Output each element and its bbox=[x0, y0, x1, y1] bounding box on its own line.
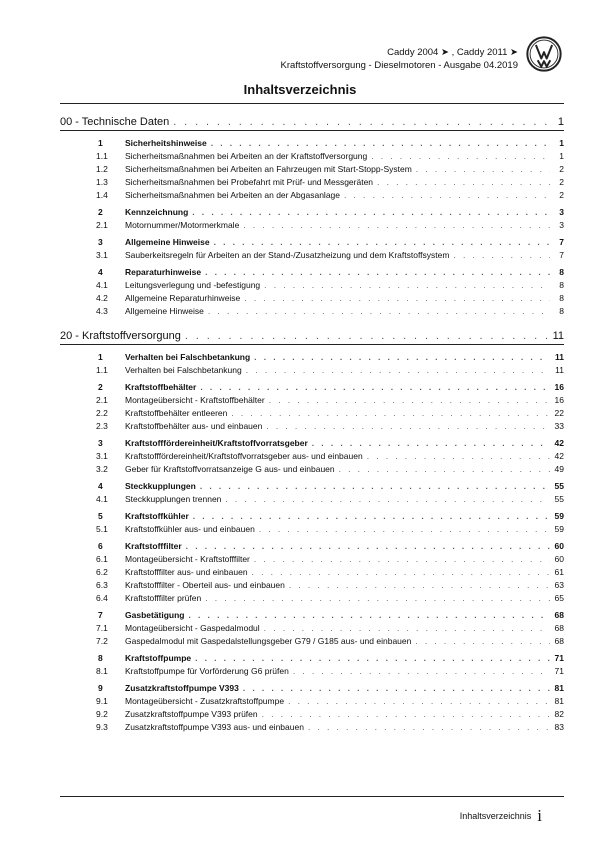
entry-page-number: 2 bbox=[559, 190, 564, 200]
entry-page-number: 33 bbox=[554, 421, 564, 431]
toc-subsection-entry[interactable] bbox=[60, 663, 564, 676]
dot-leader bbox=[260, 280, 550, 290]
toc-section-entry[interactable] bbox=[60, 204, 564, 217]
toc-subsection-entry[interactable] bbox=[60, 564, 564, 577]
entry-number: 3 bbox=[98, 438, 103, 448]
entry-page-number: 7 bbox=[559, 237, 564, 247]
entry-title: Montageübersicht - Gaspedalmodul bbox=[125, 623, 260, 633]
toc-subsection-entry[interactable] bbox=[60, 161, 564, 174]
entry-number: 3.1 bbox=[96, 451, 108, 461]
dot-leader bbox=[367, 151, 550, 161]
toc-subsection-entry[interactable] bbox=[60, 448, 564, 461]
header-manual-line: Kraftstoffversorgung - Dieselmotoren - Ausgabe 04.2019 bbox=[280, 60, 518, 71]
toc-chapter-heading[interactable] bbox=[60, 326, 564, 345]
entry-page-number: 83 bbox=[554, 722, 564, 732]
dot-leader bbox=[285, 580, 550, 590]
toc-section-entry[interactable] bbox=[60, 264, 564, 277]
entry-title: Kraftstofffördereinheit/Kraftstoffvorratsgeber bbox=[125, 438, 308, 448]
entry-title: Gasbetätigung bbox=[125, 610, 185, 620]
toc-section-entry[interactable] bbox=[60, 538, 564, 551]
entry-title: Steckkupplungen trennen bbox=[125, 494, 222, 504]
toc-subsection-entry[interactable] bbox=[60, 187, 564, 200]
entry-title: Verhalten bei Falschbetankung bbox=[125, 352, 251, 362]
toc-section-entry[interactable] bbox=[60, 607, 564, 620]
entry-title: Kraftstoffkühler aus- und einbauen bbox=[125, 524, 255, 534]
entry-number: 7.2 bbox=[96, 636, 108, 646]
entry-title: Montageübersicht - Kraftstoffbehälter bbox=[125, 395, 265, 405]
entry-number: 1.2 bbox=[96, 164, 108, 174]
entry-page-number: 81 bbox=[554, 683, 564, 693]
entry-page-number: 3 bbox=[559, 220, 564, 230]
toc-subsection-entry[interactable] bbox=[60, 362, 564, 375]
entry-number: 1.4 bbox=[96, 190, 108, 200]
entry-title: Geber für Kraftstoffvorratsanzeige G aus- und einbauen bbox=[125, 464, 335, 474]
entry-number: 4 bbox=[98, 481, 103, 491]
entry-page-number: 68 bbox=[554, 610, 564, 620]
dot-leader bbox=[239, 683, 550, 693]
toc-section-entry[interactable] bbox=[60, 379, 564, 392]
entry-title: Zusatzkraftstoffpumpe V393 aus- und einbauen bbox=[125, 722, 304, 732]
dot-leader bbox=[284, 696, 550, 706]
dot-leader bbox=[258, 709, 550, 719]
entry-title: Allgemeine Hinweise bbox=[125, 306, 204, 316]
entry-number: 6.3 bbox=[96, 580, 108, 590]
toc-section-entry[interactable] bbox=[60, 680, 564, 693]
toc-subsection-entry[interactable] bbox=[60, 491, 564, 504]
dot-leader bbox=[207, 138, 550, 148]
dot-leader bbox=[169, 116, 550, 128]
toc-subsection-entry[interactable] bbox=[60, 303, 564, 316]
entry-number: 4.1 bbox=[96, 280, 108, 290]
dot-leader bbox=[191, 653, 550, 663]
entry-title: Kraftstoffpumpe für Vorförderung G6 prüfen bbox=[125, 666, 289, 676]
entry-number: 1 bbox=[98, 352, 103, 362]
entry-title: Kraftstoffbehälter entleeren bbox=[125, 408, 228, 418]
toc-subsection-entry[interactable] bbox=[60, 577, 564, 590]
entry-page-number: 11 bbox=[555, 352, 564, 362]
entry-title: Kraftstofffilter aus- und einbauen bbox=[125, 567, 248, 577]
chapter-page-number: 1 bbox=[557, 116, 564, 128]
dot-leader bbox=[250, 352, 550, 362]
entry-number: 3.1 bbox=[96, 250, 108, 260]
entry-page-number: 49 bbox=[554, 464, 564, 474]
entry-page-number: 59 bbox=[554, 511, 564, 521]
toc-section-entry[interactable] bbox=[60, 650, 564, 663]
footer-page-number: i bbox=[537, 806, 542, 825]
toc-subsection-entry[interactable] bbox=[60, 418, 564, 431]
entry-title: Allgemeine Reparaturhinweise bbox=[125, 293, 241, 303]
entry-title: Sauberkeitsregeln für Arbeiten an der Stand-/Zusatzheizung und dem Kraftstoffsystem bbox=[125, 250, 450, 260]
toc-subsection-entry[interactable] bbox=[60, 461, 564, 474]
entry-page-number: 2 bbox=[559, 177, 564, 187]
dot-leader bbox=[411, 636, 550, 646]
entry-page-number: 71 bbox=[554, 666, 564, 676]
dot-leader bbox=[242, 365, 550, 375]
entry-page-number: 82 bbox=[554, 709, 564, 719]
dot-leader bbox=[227, 408, 550, 418]
entry-page-number: 71 bbox=[554, 653, 564, 663]
toc-subsection-entry[interactable] bbox=[60, 405, 564, 418]
dot-leader bbox=[304, 722, 550, 732]
entry-page-number: 7 bbox=[559, 250, 564, 260]
entry-number: 1 bbox=[98, 138, 103, 148]
entry-number: 9 bbox=[98, 683, 103, 693]
toc-subsection-entry[interactable] bbox=[60, 247, 564, 260]
entry-number: 2.2 bbox=[96, 408, 108, 418]
entry-title: Kraftstoffbehälter aus- und einbauen bbox=[125, 421, 263, 431]
entry-title: Kraftstofffilter bbox=[125, 541, 182, 551]
entry-number: 6.2 bbox=[96, 567, 108, 577]
dot-leader bbox=[412, 164, 550, 174]
entry-page-number: 1 bbox=[559, 138, 564, 148]
entry-number: 5 bbox=[98, 511, 103, 521]
dot-leader bbox=[265, 395, 550, 405]
entry-page-number: 68 bbox=[554, 636, 564, 646]
dot-leader bbox=[196, 382, 550, 392]
entry-title: Kraftstofffilter - Oberteil aus- und einbauen bbox=[125, 580, 285, 590]
dot-leader bbox=[260, 623, 550, 633]
footer-divider bbox=[60, 796, 564, 797]
toc-section-entry[interactable] bbox=[60, 349, 564, 362]
dot-leader bbox=[182, 541, 550, 551]
entry-title: Sicherheitsmaßnahmen bei Arbeiten an der Abgasanlage bbox=[125, 190, 341, 200]
toc-subsection-entry[interactable] bbox=[60, 633, 564, 646]
entry-title: Montageübersicht - Zusatzkraftstoffpumpe bbox=[125, 696, 285, 706]
header-model-line: Caddy 2004 ➤ , Caddy 2011 ➤ bbox=[387, 47, 518, 58]
title-divider bbox=[60, 103, 564, 104]
entry-page-number: 11 bbox=[555, 365, 564, 375]
entry-title: Reparaturhinweise bbox=[125, 267, 202, 277]
chapter-page-number: 11 bbox=[552, 330, 564, 342]
toc-subsection-entry[interactable] bbox=[60, 719, 564, 732]
table-of-contents bbox=[60, 112, 564, 732]
dot-leader bbox=[255, 524, 550, 534]
entry-number: 6 bbox=[98, 541, 103, 551]
entry-title: Sicherheitshinweise bbox=[125, 138, 207, 148]
entry-number: 1.1 bbox=[96, 151, 108, 161]
toc-subsection-entry[interactable] bbox=[60, 290, 564, 303]
entry-title: Verhalten bei Falschbetankung bbox=[125, 365, 242, 375]
entry-title: Kraftstofffördereinheit/Kraftstoffvorratsgeber aus- und einbauen bbox=[125, 451, 363, 461]
entry-title: Zusatzkraftstoffpumpe V393 prüfen bbox=[125, 709, 258, 719]
entry-title: Steckkupplungen bbox=[125, 481, 196, 491]
toc-section-entry[interactable] bbox=[60, 135, 564, 148]
dot-leader bbox=[248, 567, 550, 577]
entry-number: 4.1 bbox=[96, 494, 108, 504]
dot-leader bbox=[239, 220, 550, 230]
entry-number: 3.2 bbox=[96, 464, 108, 474]
dot-leader bbox=[210, 237, 550, 247]
toc-subsection-entry[interactable] bbox=[60, 706, 564, 719]
dot-leader bbox=[201, 267, 550, 277]
chapter-title: 00 - Technische Daten bbox=[60, 116, 170, 128]
toc-section-entry[interactable] bbox=[60, 234, 564, 247]
entry-title: Allgemeine Hinweise bbox=[125, 237, 210, 247]
entry-page-number: 65 bbox=[554, 593, 564, 603]
vw-logo-icon bbox=[526, 36, 562, 72]
entry-page-number: 8 bbox=[559, 306, 564, 316]
entry-number: 4.2 bbox=[96, 293, 108, 303]
entry-number: 8.1 bbox=[96, 666, 108, 676]
entry-page-number: 8 bbox=[559, 293, 564, 303]
entry-page-number: 8 bbox=[559, 280, 564, 290]
entry-page-number: 16 bbox=[554, 382, 564, 392]
toc-subsection-entry[interactable] bbox=[60, 148, 564, 161]
entry-title: Gaspedalmodul mit Gaspedalstellungsgeber G79 / G185 aus- und einbauen bbox=[125, 636, 412, 646]
toc-subsection-entry[interactable] bbox=[60, 590, 564, 603]
toc-subsection-entry[interactable] bbox=[60, 174, 564, 187]
entry-page-number: 55 bbox=[554, 481, 564, 491]
dot-leader bbox=[189, 511, 550, 521]
entry-page-number: 60 bbox=[554, 554, 564, 564]
entry-title: Kraftstoffpumpe bbox=[125, 653, 192, 663]
page-header bbox=[0, 0, 600, 90]
dot-leader bbox=[204, 306, 550, 316]
entry-page-number: 55 bbox=[554, 494, 564, 504]
entry-page-number: 68 bbox=[554, 623, 564, 633]
entry-page-number: 81 bbox=[554, 696, 564, 706]
entry-number: 4.3 bbox=[96, 306, 108, 316]
entry-number: 1.1 bbox=[96, 365, 108, 375]
toc-section-entry[interactable] bbox=[60, 508, 564, 521]
entry-number: 7 bbox=[98, 610, 103, 620]
dot-leader bbox=[181, 330, 549, 342]
toc-subsection-entry[interactable] bbox=[60, 551, 564, 564]
toc-subsection-entry[interactable] bbox=[60, 521, 564, 534]
dot-leader bbox=[449, 250, 550, 260]
toc-subsection-entry[interactable] bbox=[60, 392, 564, 405]
dot-leader bbox=[289, 666, 550, 676]
entry-title: Montageübersicht - Kraftstofffilter bbox=[125, 554, 250, 564]
entry-number: 6.1 bbox=[96, 554, 108, 564]
dot-leader bbox=[335, 464, 550, 474]
toc-chapter-heading[interactable] bbox=[60, 112, 564, 131]
entry-title: Kennzeichnung bbox=[125, 207, 189, 217]
entry-title: Motornummer/Motormerkmale bbox=[125, 220, 240, 230]
page-footer bbox=[460, 806, 542, 826]
dot-leader bbox=[250, 554, 550, 564]
entry-page-number: 63 bbox=[554, 580, 564, 590]
entry-page-number: 22 bbox=[554, 408, 564, 418]
entry-title: Zusatzkraftstoffpumpe V393 bbox=[125, 683, 239, 693]
toc-subsection-entry[interactable] bbox=[60, 277, 564, 290]
footer-label: Inhaltsverzeichnis bbox=[459, 811, 532, 821]
dot-leader bbox=[221, 494, 550, 504]
entry-page-number: 16 bbox=[554, 395, 564, 405]
dot-leader bbox=[363, 451, 550, 461]
dot-leader bbox=[196, 481, 550, 491]
entry-number: 5.1 bbox=[96, 524, 108, 534]
toc-subsection-entry[interactable] bbox=[60, 217, 564, 230]
dot-leader bbox=[240, 293, 550, 303]
entry-title: Sicherheitsmaßnahmen bei Arbeiten an Fahrzeugen mit Start-Stopp-System bbox=[125, 164, 412, 174]
dot-leader bbox=[308, 438, 550, 448]
entry-number: 2 bbox=[98, 207, 103, 217]
entry-number: 1.3 bbox=[96, 177, 108, 187]
entry-number: 8 bbox=[98, 653, 103, 663]
entry-title: Sicherheitsmaßnahmen bei Arbeiten an der Kraftstoffversorgung bbox=[125, 151, 368, 161]
entry-number: 4 bbox=[98, 267, 103, 277]
dot-leader bbox=[185, 610, 550, 620]
entry-page-number: 59 bbox=[554, 524, 564, 534]
toc-section-entry[interactable] bbox=[60, 435, 564, 448]
entry-number: 9.2 bbox=[96, 709, 108, 719]
entry-title: Sicherheitsmaßnahmen bei Probefahrt mit Prüf- und Messgeräten bbox=[125, 177, 374, 187]
toc-section-entry[interactable] bbox=[60, 478, 564, 491]
entry-page-number: 1 bbox=[559, 151, 564, 161]
dot-leader bbox=[201, 593, 550, 603]
entry-number: 2.1 bbox=[96, 395, 108, 405]
chapter-title: 20 - Kraftstoffversorgung bbox=[60, 330, 181, 342]
entry-title: Kraftstofffilter prüfen bbox=[125, 593, 202, 603]
dot-leader bbox=[340, 190, 550, 200]
entry-number: 2.3 bbox=[96, 421, 108, 431]
entry-number: 2.1 bbox=[96, 220, 108, 230]
entry-page-number: 61 bbox=[554, 567, 564, 577]
entry-number: 2 bbox=[98, 382, 103, 392]
page-title: Inhaltsverzeichnis bbox=[243, 82, 357, 97]
entry-page-number: 42 bbox=[554, 438, 564, 448]
dot-leader bbox=[262, 421, 550, 431]
entry-page-number: 42 bbox=[554, 451, 564, 461]
entry-page-number: 3 bbox=[559, 207, 564, 217]
entry-page-number: 2 bbox=[559, 164, 564, 174]
entry-title: Kraftstoffkühler bbox=[125, 511, 189, 521]
toc-subsection-entry[interactable] bbox=[60, 620, 564, 633]
entry-number: 3 bbox=[98, 237, 103, 247]
entry-number: 9.3 bbox=[96, 722, 108, 732]
dot-leader bbox=[188, 207, 550, 217]
entry-title: Kraftstoffbehälter bbox=[125, 382, 197, 392]
entry-number: 6.4 bbox=[96, 593, 108, 603]
entry-number: 9.1 bbox=[96, 696, 108, 706]
dot-leader bbox=[373, 177, 550, 187]
entry-page-number: 60 bbox=[554, 541, 564, 551]
entry-title: Leitungsverlegung und -befestigung bbox=[125, 280, 261, 290]
entry-page-number: 8 bbox=[559, 267, 564, 277]
toc-subsection-entry[interactable] bbox=[60, 693, 564, 706]
entry-number: 7.1 bbox=[96, 623, 108, 633]
